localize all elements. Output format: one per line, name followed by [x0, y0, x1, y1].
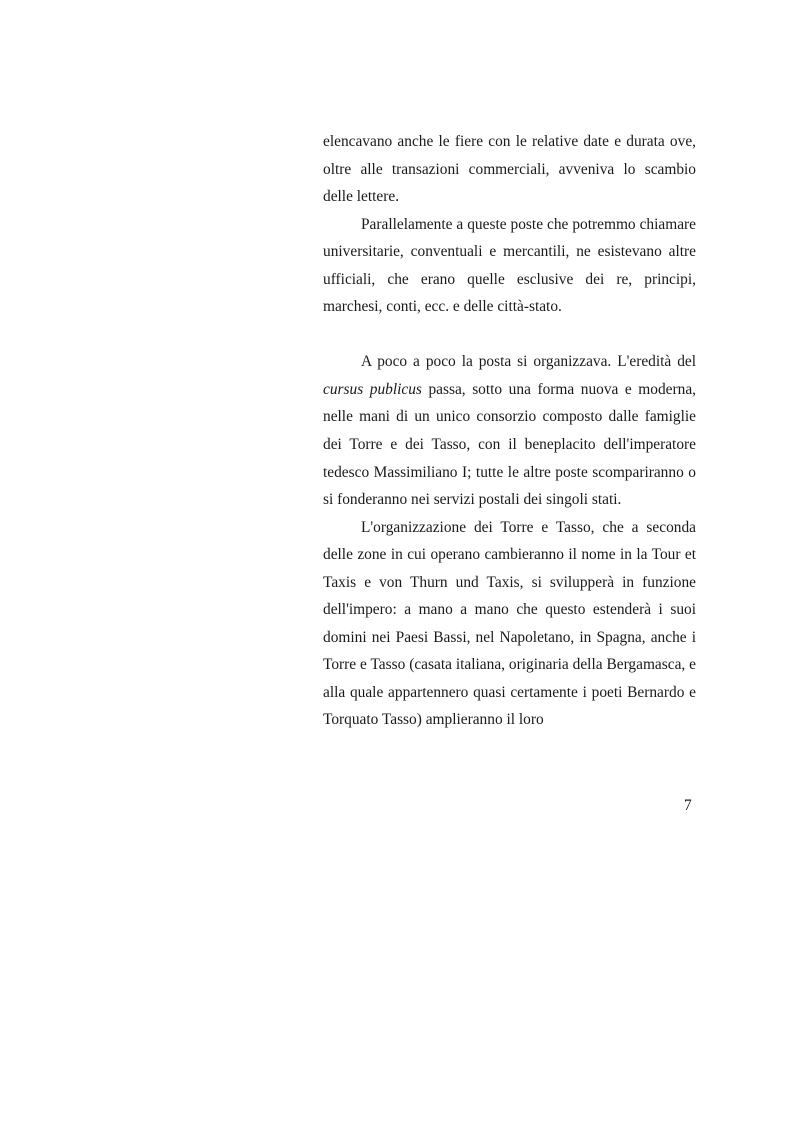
- paragraph-3: [323, 348, 696, 513]
- italic-term: cursus publicus: [323, 380, 422, 398]
- paragraph-2: Parallelamente a queste poste che potremmo chiamare universitarie, conventuali e mercantili, ne esistevano altre ufficiali, che erano quelle esclusive dei re, principi, marchesi, conti, ecc. e delle città-stato.: [323, 215, 696, 316]
- body-text: [323, 128, 696, 734]
- page-number: 7: [684, 797, 692, 814]
- paragraph-3-text-start: A poco a poco la posta si organizzava. L'eredità del: [361, 353, 696, 371]
- paragraph-spacer: [323, 321, 696, 349]
- paragraph-3-text-end: passa, sotto una forma nuova e moderna, nelle mani di un unico consorzio composto dalle famiglie dei Torre e dei Tasso, con il beneplacito dell'imperatore tedesco Massimiliano I; tutte le altre poste scompariranno o si fonderanno nei servizi postali dei singoli stati.: [323, 380, 696, 509]
- paragraph-4: L'organizzazione dei Torre e Tasso, che a seconda delle zone in cui operano cambieranno il nome in la Tour et Taxis e von Thurn und Taxis, si svilupperà in funzione dell'impero: a mano a mano che questo estenderà i suoi domini nei Paesi Bassi, nel Napoletano, in Spagna, anche i Torre e Tasso (casata italiana, originaria della Bergamasca, e alla quale appartennero quasi certamente i poeti Bernardo e Torquato Tasso) amplieranno il loro: [323, 518, 696, 729]
- paragraph-1: elencavano anche le fiere con le relative date e durata ove, oltre alle transazioni commerciali, avveniva lo scambio delle lettere.: [323, 133, 696, 206]
